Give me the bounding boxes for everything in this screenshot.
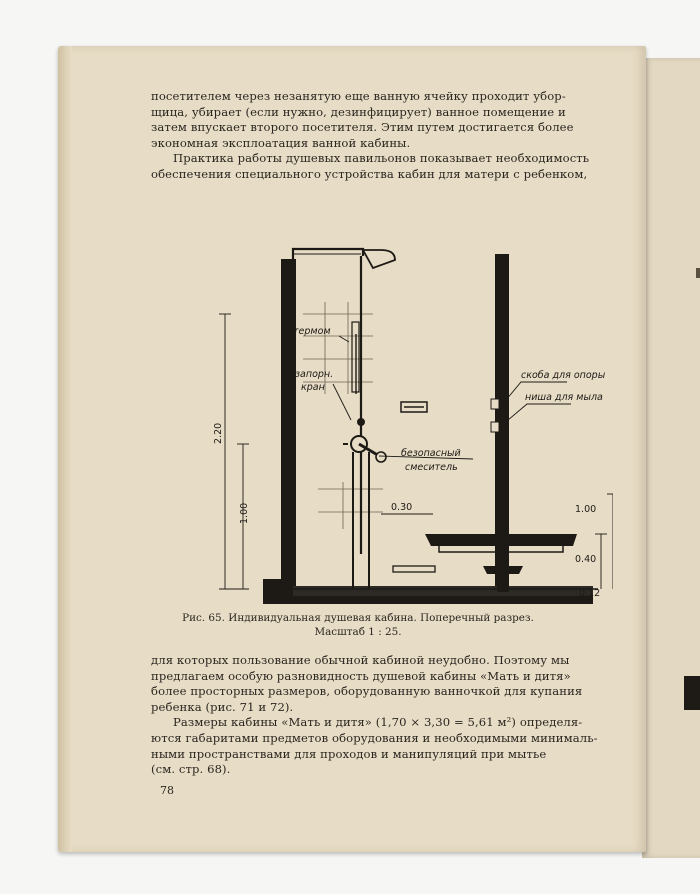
page-binding-edge: [58, 46, 72, 852]
dim-shelf-width: 0.30: [391, 502, 413, 513]
page-number: 78: [160, 784, 174, 797]
shut-off-valve: [357, 418, 365, 426]
dim-total-height: 2.20: [213, 422, 224, 444]
text-line: (см. стр. 68).: [151, 762, 231, 777]
text-line: Практика работы душевых павильонов показывает необходимость: [173, 151, 590, 166]
dim-tub-height: 1.00: [575, 504, 597, 515]
left-wall: [281, 259, 296, 597]
bottom-paragraphs: [151, 653, 601, 778]
text-line: ются габаритами предметов оборудования и необходимыми минималь-: [151, 730, 598, 745]
dim-lower-height: 1.00: [239, 502, 250, 524]
label-valve-1: запорн.: [295, 369, 334, 380]
dim-floor-step: 0.12: [579, 588, 601, 599]
facing-page-edge: [642, 58, 700, 858]
text-line: экономная эксплоатация ванной кабины.: [151, 135, 411, 150]
figure-caption: [118, 611, 598, 639]
text-line: щица, убирает (если нужно, дезинфицирует) ванное помещение и: [151, 104, 566, 119]
label-bracket: скоба для опоры: [521, 370, 606, 381]
bench-top: [425, 534, 577, 546]
label-valve-2: кран: [301, 382, 325, 393]
text-line: ными пространствами для проходов и манипуляций при мытье: [151, 746, 547, 761]
label-mixer-2: смеситель: [405, 462, 458, 473]
text-line: более просторных размеров, оборудованную ванночкой для купания: [151, 684, 583, 699]
text-line: обеспечения специального устройства кабин для матери с ребенком,: [151, 166, 588, 181]
label-mixer-1: безопасный: [401, 448, 461, 459]
dim-seat-height: 0.40: [575, 554, 597, 565]
text-line: Размеры кабины «Мать и дитя» (1,70 × 3,30 = 5,61 м²) определя-: [173, 715, 583, 730]
text-line: ребенка (рис. 71 и 72).: [151, 699, 294, 714]
facing-page-black-block: [684, 676, 700, 710]
caption-line-2: Масштаб 1 : 25.: [314, 626, 402, 638]
label-thermometer: термом: [293, 326, 331, 337]
text-line: для которых пользование обычной кабиной неудобно. Поэтому мы: [151, 653, 570, 667]
text-line: посетителем через незанятую еще ванную ячейку проходит убор-: [151, 89, 566, 103]
label-soap-niche: ниша для мыла: [525, 392, 603, 403]
child-seat: [483, 566, 523, 574]
text-line: предлагаем особую разновидность душевой кабины «Мать и дитя»: [151, 668, 571, 683]
facing-page-mark: [696, 268, 700, 278]
shower-cabin-section-drawing: [143, 194, 613, 604]
text-line: затем впускает второго посетителя. Этим путем достигается более: [151, 120, 574, 135]
book-page: [58, 46, 646, 852]
caption-line-1: Рис. 65. Индивидуальная душевая кабина. Поперечный разрез.: [182, 612, 534, 624]
top-paragraphs: [151, 89, 599, 183]
